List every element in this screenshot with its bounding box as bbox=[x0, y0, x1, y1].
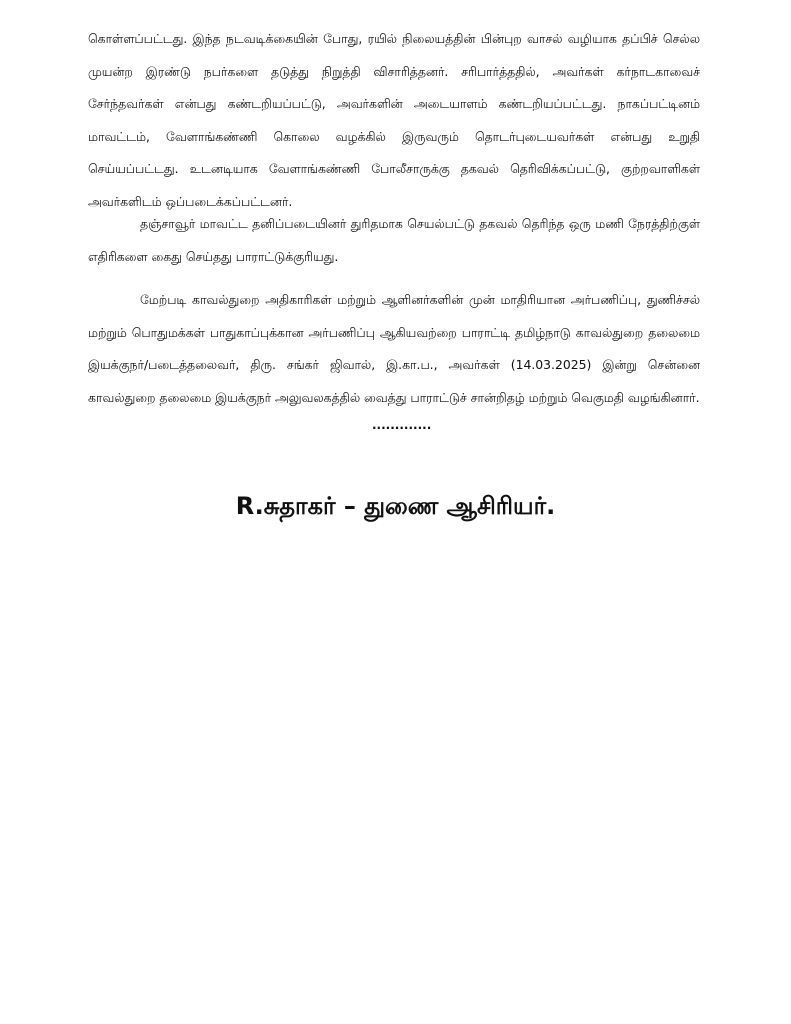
paragraph-appreciation: தஞ்சாவூர் மாவட்ட தனிப்படையினர் துரிதமாக செயல்பட்டு தகவல் தெரிந்த ஒரு மணி நேரத்திற்குள் எதிரிகளை கைது செய்தது பாராட்டுக்குரியது. bbox=[88, 216, 700, 264]
paragraph-award-ceremony: மேற்படி காவல்துறை அதிகாரிகள் மற்றும் ஆளினர்களின் முன் மாதிரியான அர்பணிப்பு, துணிச்சல் மற்றும் பொதுமக்கள் பாதுகாப்புக்கான அர்பணிப்பு ஆகியவற்றை பாராட்டி தமிழ்நாடு காவல்துறை தலைமை இயக்குநர்/படைத்தலைவர், திரு. சங்கர் ஜிவால், இ.கா.ப., அவர்கள் (14.03.2025) இன்று சென்னை காவல்துறை தலைமை இயக்குநர் அலுவலகத்தில் வைத்து பாராட்டுச் சான்றிதழ் மற்றும் வெகுமதி வழங்கினார். bbox=[88, 292, 700, 405]
paragraph-arrest-details: கொள்ளப்பட்டது. இந்த நடவடிக்கையின் போது, ரயில் நிலையத்தின் பின்புற வாசல் வழியாக தப்பிச் செல்ல முயன்ற இரண்டு நபர்களை தடுத்து நிறுத்தி விசாரித்தனர். சரிபார்த்ததில், அவர்கள் கர்நாடகாவைச் சேர்ந்தவர்கள் என்பது கண்டறியப்பட்டு, அவர்களின் அடையாளம் கண்டறியப்பட்டது. நாகப்பட்டினம் மாவட்டம், வேளாங்கண்ணி கொலை வழக்கில் இருவரும் தொடர்புடையவர்கள் என்பது உறுதி செய்யப்பட்டது. உடனடியாக வேளாங்கண்ணி போலீசாருக்கு தகவல் தெரிவிக்கப்பட்டு, குற்றவாளிகள் அவர்களிடம் ஒப்படைக்கப்பட்டனர். bbox=[88, 31, 700, 209]
signature-line: R.சுதாகர் – துணை ஆசிரியர். bbox=[235, 492, 556, 520]
separator-dots: ............. bbox=[372, 418, 432, 432]
